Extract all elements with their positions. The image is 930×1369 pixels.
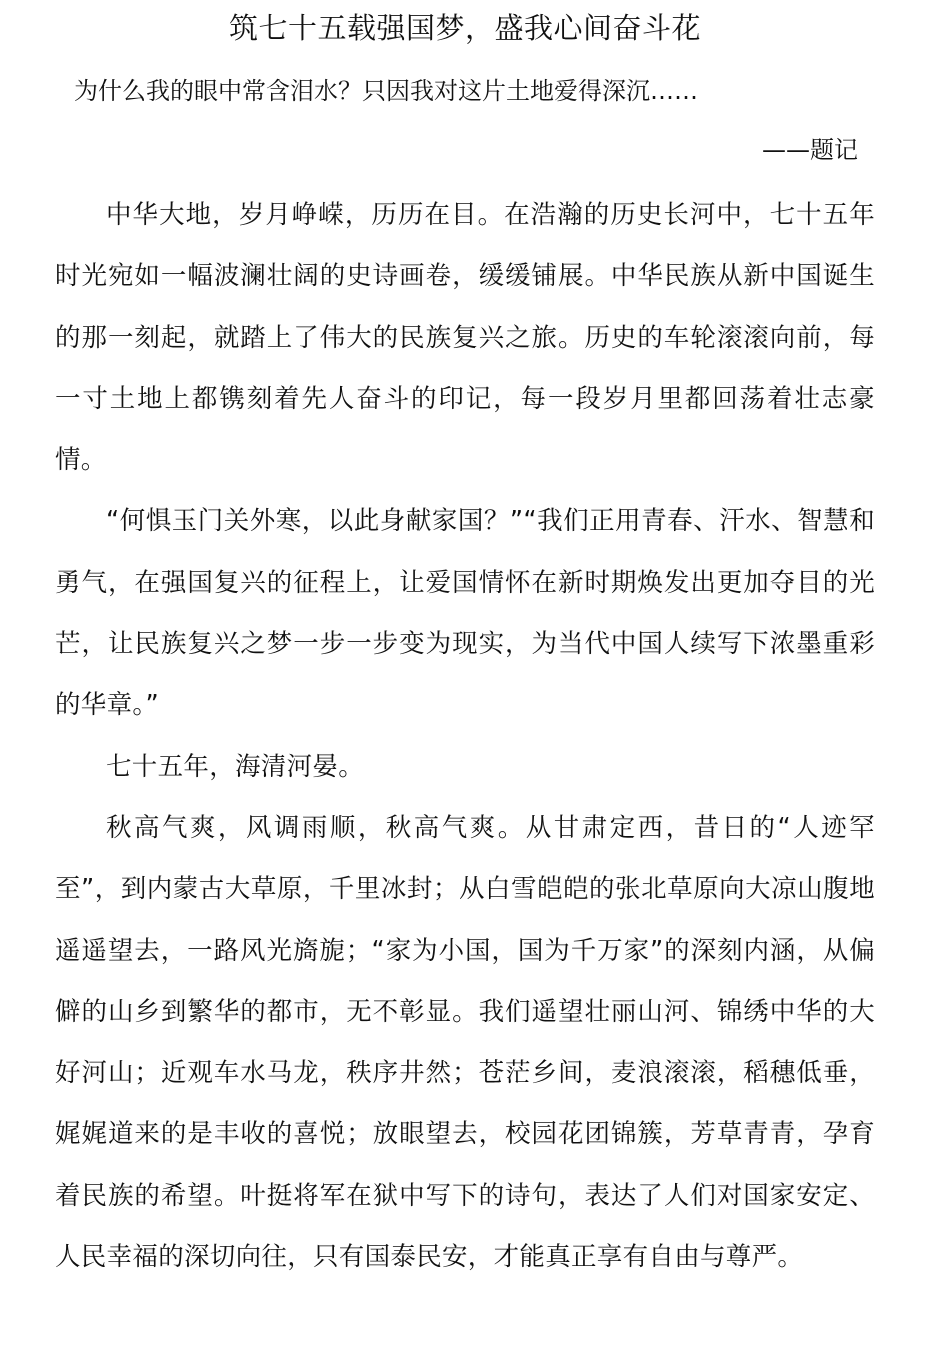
epigraph: 为什么我的眼中常含泪水？只因我对这片土地爱得深沉…… bbox=[74, 77, 698, 105]
essay-body bbox=[55, 185, 875, 1288]
paragraph-1: 中华大地，岁月峥嵘，历历在目。在浩瀚的历史长河中，七十五年时光宛如一幅波澜壮阔的史诗画卷，缓缓铺展。中华民族从新中国诞生的那一刻起，就踏上了伟大的民族复兴之旅。历史的车轮滚滚向前，每一寸土地上都镌刻着先人奋斗的印记，每一段岁月里都回荡着壮志豪情。 bbox=[55, 200, 875, 476]
paragraph-2: “何惧玉门关外寒，以此身献家国？”“我们正用青春、汗水、智慧和勇气，在强国复兴的征程上，让爱国情怀在新时期焕发出更加夺目的光芒，让民族复兴之梦一步一步变为现实，为当代中国人续写下浓墨重彩的华章。” bbox=[55, 506, 875, 721]
epigraph-attribution: ——题记 bbox=[762, 136, 858, 164]
essay-title: 筑七十五载强国梦，盛我心间奋斗花 bbox=[228, 11, 701, 45]
paragraph-4: 秋高气爽，风调雨顺，秋高气爽。从甘肃定西，昔日的“人迹罕至”，到内蒙古大草原，千里冰封；从白雪皑皑的张北草原向大凉山腹地遥遥望去，一路风光旖旎；“家为小国，国为千万家”的深刻内涵，从偏僻的山乡到繁华的都市，无不彰显。我们遥望壮丽山河、锦绣中华的大好河山；近观车水马龙，秩序井然；苍茫乡间，麦浪滚滚，稻穗低垂，娓娓道来的是丰收的喜悦；放眼望去，校园花团锦簇，芳草青青，孕育着民族的希望。叶挺将军在狱中写下的诗句，表达了人们对国家安定、人民幸福的深切向往，只有国泰民安，才能真正享有自由与尊严。 bbox=[55, 812, 875, 1273]
paragraph-3: 七十五年，海清河晏。 bbox=[106, 751, 365, 782]
